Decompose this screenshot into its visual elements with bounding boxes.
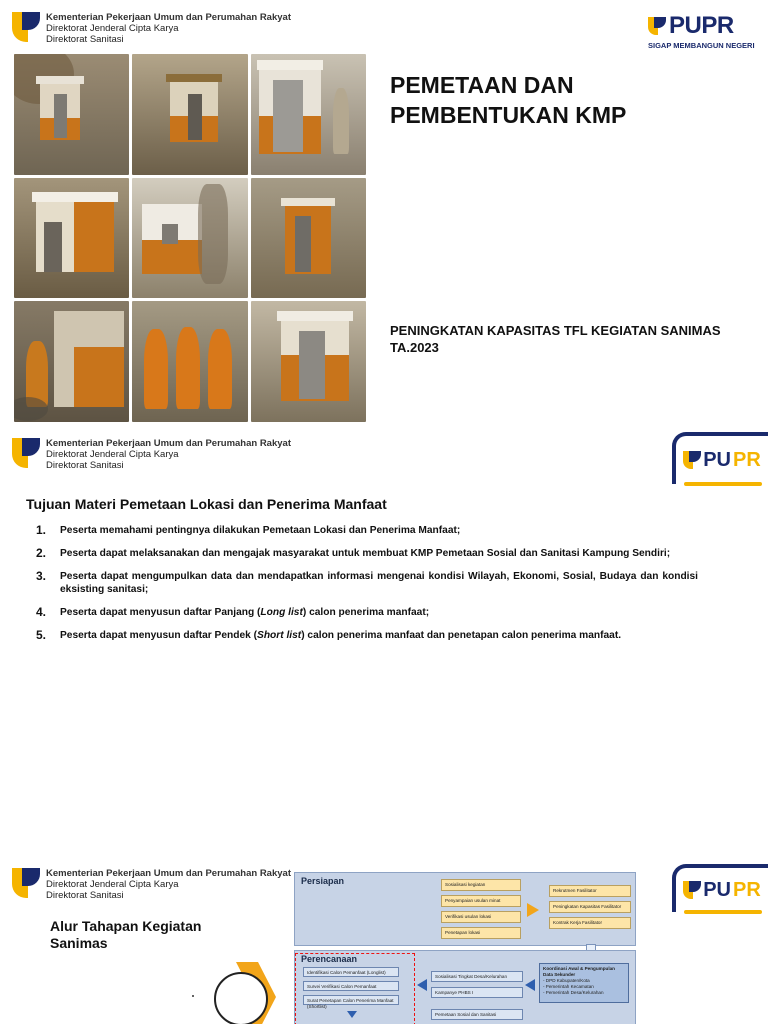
flow-box: Verifikasi usulan lokasi bbox=[441, 911, 521, 923]
pupr-wordmark-pu: PU bbox=[703, 448, 731, 471]
pupr-logo bbox=[648, 12, 755, 50]
objectives-slide bbox=[0, 432, 768, 852]
cover-title: PEMETAAN DAN PEMBENTUKAN KMP bbox=[390, 72, 627, 128]
directorate: Direktorat Sanitasi bbox=[46, 34, 124, 45]
pupr-wordmark-pr: PR bbox=[733, 878, 761, 901]
flow-box: Sosialisasi kegiatan bbox=[441, 879, 521, 891]
flow-heading: Alur Tahapan Kegiatan Sanimas bbox=[50, 918, 202, 951]
photo-toilet-8 bbox=[251, 301, 366, 422]
flow-box: Pemetaan Sosial dan Sanitasi bbox=[431, 1009, 523, 1020]
ministry-logo-icon bbox=[12, 868, 40, 898]
cover-slide bbox=[0, 0, 768, 430]
list-item: 4. Peserta dapat menyusun daftar Panjang (Long list) calon penerima manfaat; bbox=[36, 605, 430, 619]
pupr-mark-icon bbox=[683, 451, 701, 469]
list-item: 1. Peserta memahami pentingnya dilakukan Pemetaan Lokasi dan Penerima Manfaat; bbox=[36, 523, 461, 537]
step-circle bbox=[214, 972, 268, 1024]
objectives-list bbox=[36, 524, 698, 652]
objectives-heading: Tujuan Materi Pemetaan Lokasi dan Penerima Manfaat bbox=[26, 496, 387, 512]
photo-toilet-7 bbox=[14, 301, 129, 422]
pupr-mark-icon bbox=[683, 881, 701, 899]
arrow-down-icon bbox=[347, 1011, 357, 1018]
perencanaan-title: Perencanaan bbox=[301, 954, 358, 964]
ministry-header bbox=[12, 12, 291, 45]
directorate-general: Direktorat Jenderal Cipta Karya bbox=[46, 879, 179, 890]
flow-box: Surat Penetapan Calon Penerima Manfaat (Shortlist) bbox=[303, 995, 399, 1005]
persiapan-title: Persiapan bbox=[301, 876, 345, 886]
pupr-mark-icon bbox=[648, 17, 666, 35]
cover-subtitle: PENINGKATAN KAPASITAS TFL KEGIATAN SANIMAS TA.2023 bbox=[390, 323, 721, 355]
pupr-wordmark: PUPR bbox=[669, 12, 734, 39]
pupr-logo bbox=[672, 864, 768, 912]
flow-box: Survei Verifikasi Calon Pemanfaat bbox=[303, 981, 399, 991]
perencanaan-panel bbox=[294, 950, 636, 1024]
ministry-logo-icon bbox=[12, 12, 40, 42]
coordination-box: Koordinasi Awal & Pengumpulan Data Sekunder - DPD Kabupaten/Kota - Pemerintah Kecamatan - Pemerintah Desa/Kelurahan bbox=[539, 963, 629, 1003]
photo-toilet-5 bbox=[132, 178, 247, 299]
photo-workers bbox=[132, 301, 247, 422]
persiapan-panel bbox=[294, 872, 636, 946]
directorate-general: Direktorat Jenderal Cipta Karya bbox=[46, 23, 179, 34]
list-item: 5. Peserta dapat menyusun daftar Pendek (Short list) calon penerima manfaat dan penetapan calon penerima manfaat. bbox=[36, 628, 622, 642]
ministry-name: Kementerian Pekerjaan Umum dan Perumahan Rakyat bbox=[46, 438, 291, 449]
photo-collage bbox=[14, 54, 366, 422]
directorate: Direktorat Sanitasi bbox=[46, 890, 124, 901]
arrow-left-icon bbox=[417, 979, 427, 991]
flow-box: Peningkatan Kapasitas Fasilitator bbox=[549, 901, 631, 913]
photo-toilet-3 bbox=[251, 54, 366, 175]
flow-box: Kontrak Kerja Fasilitator bbox=[549, 917, 631, 929]
arrow-right-icon bbox=[527, 903, 539, 917]
list-item: 2. Peserta dapat melaksanakan dan mengajak masyarakat untuk membuat KMP Pemetaan Sosial dan Sanitasi Kampung Sendiri; bbox=[36, 546, 671, 560]
directorate-general: Direktorat Jenderal Cipta Karya bbox=[46, 449, 179, 460]
photo-toilet-6 bbox=[251, 178, 366, 299]
flow-box: Rekrutmen Fasilitator bbox=[549, 885, 631, 897]
bullet-dot bbox=[192, 995, 194, 997]
list-item: 3. Peserta dapat mengumpulkan data dan mendapatkan informasi mengenai kondisi Wilayah, Ekonomi, Sosial, Budaya dan kondisi eksisting sanitasi; bbox=[36, 569, 698, 595]
flow-slide bbox=[0, 856, 768, 1024]
ministry-header bbox=[12, 868, 291, 901]
flow-box: Penetapan lokasi bbox=[441, 927, 521, 939]
arrow-left-icon bbox=[525, 979, 535, 991]
pupr-tagline: SIGAP MEMBANGUN NEGERI bbox=[648, 41, 755, 50]
flow-box: Penyampaian usulan minat bbox=[441, 895, 521, 907]
photo-toilet-1 bbox=[14, 54, 129, 175]
pupr-wordmark-pr: PR bbox=[733, 448, 761, 471]
photo-toilet-2 bbox=[132, 54, 247, 175]
directorate: Direktorat Sanitasi bbox=[46, 460, 124, 471]
ministry-name: Kementerian Pekerjaan Umum dan Perumahan Rakyat bbox=[46, 12, 291, 23]
pupr-logo bbox=[672, 432, 768, 484]
flow-box: Sosialisasi Tingkat Desa/Kelurahan bbox=[431, 971, 523, 982]
ministry-logo-icon bbox=[12, 438, 40, 468]
ministry-header bbox=[12, 438, 291, 471]
ministry-name: Kementerian Pekerjaan Umum dan Perumahan Rakyat bbox=[46, 868, 291, 879]
pupr-wordmark-pu: PU bbox=[703, 878, 731, 901]
photo-toilet-4 bbox=[14, 178, 129, 299]
flow-box: Kampanye PHBS I bbox=[431, 987, 523, 998]
flow-box: Identifikasi Calon Pemanfaat (Longlist) bbox=[303, 967, 399, 977]
